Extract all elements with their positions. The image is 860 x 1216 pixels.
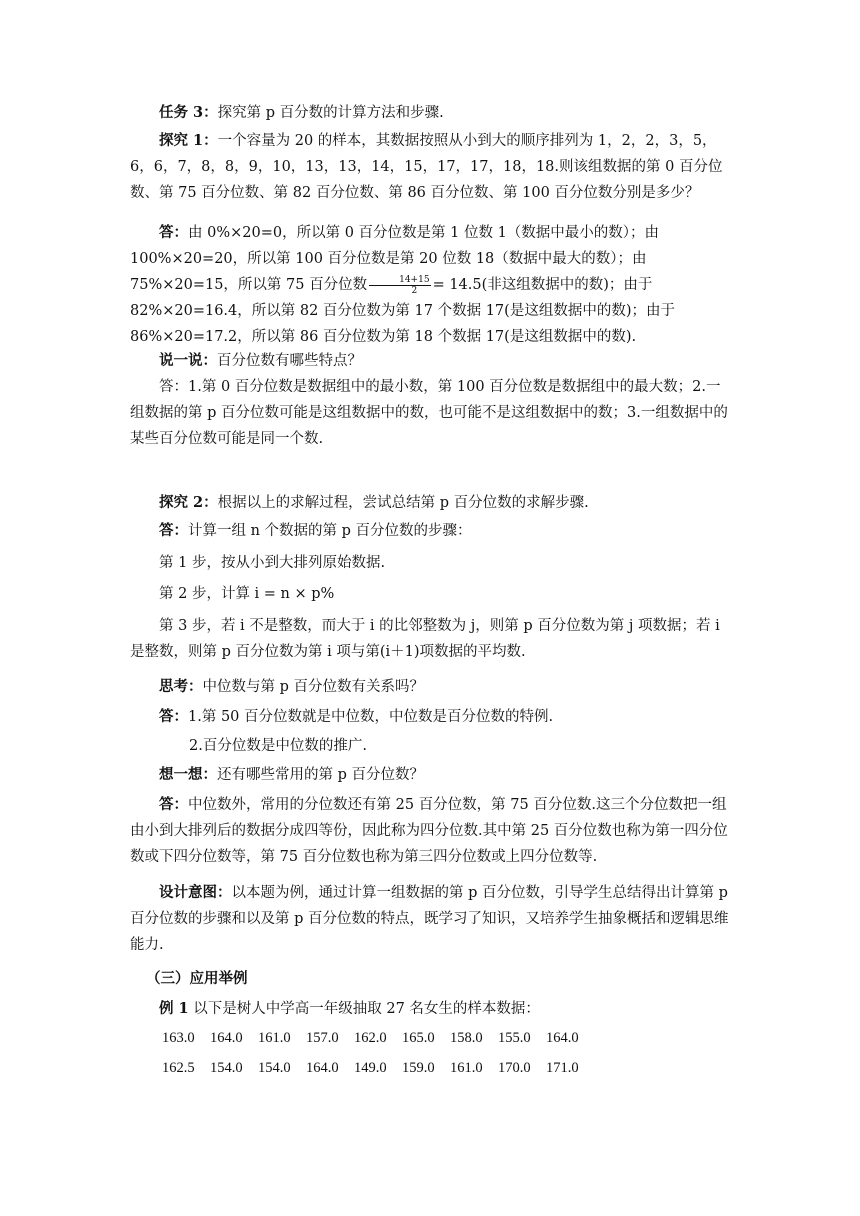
explore2-text: 根据以上的求解过程，尝试总结第 p 百分位数的求解步骤. (217, 495, 589, 511)
idea-label: 想一想： (159, 766, 217, 783)
design-text: 以本题为例，通过计算一组数据的第 p 百分位数，引导学生总结得出计算第 p 百分位数的步骤和以及第 p 百分位数的特点，既学习了知识，又培养学生抽象概括和逻辑思维能力. (130, 885, 729, 953)
idea-answer-paragraph (130, 792, 730, 870)
example1-text: 以下是树人中学高一年级抽取 27 名女生的样本数据： (193, 1001, 540, 1017)
task3-label: 任务 3： (159, 104, 218, 121)
data-cell: 155.0 (498, 1030, 531, 1046)
task3-paragraph (130, 100, 730, 126)
section3-title: （三）应用举例 (146, 970, 248, 987)
fraction-denominator: 2 (411, 285, 418, 296)
explore1-paragraph (130, 128, 730, 206)
data-cell: 162.5 (162, 1060, 195, 1076)
data-cell: 171.0 (546, 1060, 579, 1076)
step2-paragraph (130, 581, 730, 607)
say-answer-paragraph (130, 374, 730, 452)
explore2-paragraph (130, 490, 730, 516)
example1-label: 例 1 (159, 1000, 189, 1017)
answer1-text-a: 由 0%×20=0，所以第 0 百分位数是第 1 位数 1（数据中最小的数）；由 100%×20=20，所以第 100 百分位数是第 20 位数 18（数据中最大的数）；由 75%×20=15，所以第 75 百分位数 (130, 225, 660, 293)
think-answer-text-1: 1.第 50 百分位数就是中位数，中位数是百分位数的特例. (188, 709, 554, 725)
data-cell: 161.0 (258, 1030, 291, 1046)
answer1-paragraph (130, 220, 730, 350)
answer2-label: 答： (159, 522, 188, 539)
idea-answer-text: 中位数外，常用的分位数还有第 25 百分位数，第 75 百分位数.这三个分位数把一组由小到大排列后的数据分成四等份，因此称为四分位数.其中第 25 百分位数也称为第一四分位数或下四分位数等，第 75 百分位数也称为第三四分位数或上四分位数等. (130, 797, 728, 865)
think-answer-line1 (130, 704, 730, 730)
data-cell: 165.0 (402, 1030, 435, 1046)
answer2-text: 计算一组 n 个数据的第 p 百分位数的步骤： (188, 523, 472, 539)
data-cell: 154.0 (210, 1060, 243, 1076)
step1-text: 第 1 步，按从小到大排列原始数据. (159, 555, 386, 571)
data-cell: 164.0 (306, 1060, 339, 1076)
think-answer-line2 (130, 733, 730, 759)
think-answer-text-2: 2.百分位数是中位数的推广. (189, 738, 367, 754)
step1-paragraph (130, 550, 730, 576)
explore1-text: 一个容量为 20 的样本，其数据按照从小到大的顺序排列为 1，2，2，3，5，6，6，7，8，8，9，10，13，13，14，15，17，17，18，18.则该组数据的第 0 百分位数、第 75 百分位数、第 82 百分位数、第 86 百分位数、第 100 百分位数分别是多少？ (130, 133, 723, 201)
data-cell: 149.0 (354, 1060, 387, 1076)
think-paragraph (130, 674, 730, 700)
explore2-label: 探究 2： (159, 494, 218, 511)
data-cell: 170.0 (498, 1060, 531, 1076)
step3-text: 第 3 步，若 i 不是整数，而大于 i 的比邻整数为 j，则第 p 百分位数为第 j 项数据；若 i 是整数，则第 p 百分位数为第 i 项与第(i＋1)项数据的平均数. (130, 618, 720, 660)
answer1-label: 答： (159, 224, 188, 241)
say-text: 百分位数有哪些特点？ (217, 353, 362, 369)
say-answer-text: 答：1.第 0 百分位数是数据组中的最小数，第 100 百分位数是数据组中的最大数；2.一组数据的第 p 百分位数可能是这组数据中的数，也可能不是这组数据中的数；3.一组数据中的某些百分位数可能是同一个数. (130, 379, 728, 447)
data-cell: 158.0 (450, 1030, 483, 1046)
think-label: 思考： (159, 678, 203, 695)
data-cell: 159.0 (402, 1060, 435, 1076)
design-paragraph (130, 880, 730, 958)
data-cell: 162.0 (354, 1030, 387, 1046)
fraction-numerator: 14+15 (369, 275, 430, 286)
explore1-label: 探究 1： (159, 132, 218, 149)
answer1-text-b: = 14.5(非这组数据中的数)；由于 82%×20=16.4，所以第 82 百分位数为第 17 个数据 17(是这组数据中的数)；由于 86%×20=17.2，所以第 86 百分位数为第 18 个数据 17(是这组数据中的数). (130, 277, 675, 345)
idea-answer-label: 答： (159, 796, 188, 813)
data-cell: 164.0 (210, 1030, 243, 1046)
sample-data-table (162, 1025, 730, 1081)
data-cell: 161.0 (450, 1060, 483, 1076)
data-row (162, 1025, 730, 1051)
say-label: 说一说： (159, 352, 217, 369)
data-cell: 164.0 (546, 1030, 579, 1046)
say-paragraph (130, 348, 730, 374)
think-text: 中位数与第 p 百分位数有关系吗？ (202, 679, 424, 695)
task3-text: 探究第 p 百分数的计算方法和步骤. (217, 105, 444, 121)
example1-paragraph (130, 996, 730, 1022)
data-row (162, 1055, 730, 1081)
think-answer-label: 答： (159, 708, 188, 725)
data-cell: 154.0 (258, 1060, 291, 1076)
idea-paragraph (130, 762, 730, 788)
data-cell: 157.0 (306, 1030, 339, 1046)
fraction (369, 275, 430, 296)
data-cell: 163.0 (162, 1030, 195, 1046)
step3-paragraph (130, 613, 730, 665)
idea-text: 还有哪些常用的第 p 百分位数？ (217, 767, 424, 783)
section3-heading (130, 966, 730, 992)
design-label: 设计意图： (159, 884, 232, 901)
step2-text: 第 2 步，计算 i = n × p% (159, 586, 335, 602)
answer2-paragraph (130, 518, 730, 544)
